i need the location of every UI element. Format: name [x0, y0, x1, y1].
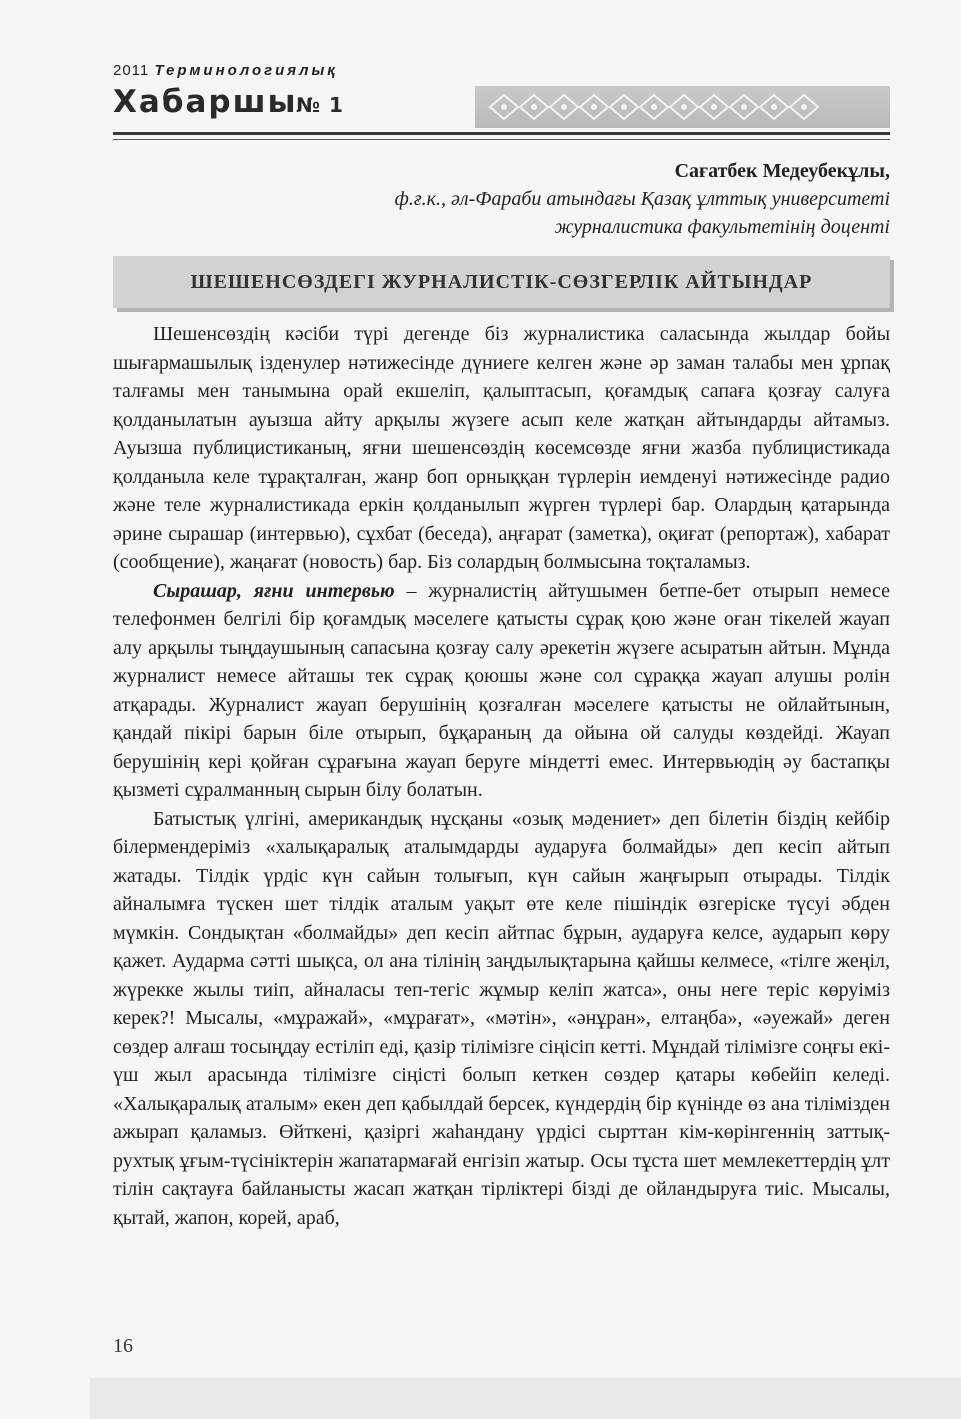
page-bottom-shadow	[90, 1378, 961, 1419]
author-name: Сағатбек Медеубекұлы,	[674, 160, 890, 182]
author-block	[395, 157, 890, 241]
journal-year-line	[113, 62, 338, 79]
paragraph-2	[113, 577, 890, 805]
journal-issue: № 1	[296, 93, 344, 117]
journal-year: 2011	[113, 62, 150, 79]
article-title-band	[113, 256, 890, 308]
article-title: ШЕШЕНСӨЗДЕГІ ЖУРНАЛИСТІК-СӨЗГЕРЛІК АЙТЫНДАР	[190, 271, 813, 293]
article-body	[113, 320, 890, 1232]
paragraph-2-lead: Сырашар, яғни интервью	[153, 579, 395, 602]
header-rule-thin	[113, 139, 890, 140]
header-rule-thick	[113, 132, 890, 135]
journal-title: Хабаршы	[113, 84, 298, 120]
paragraph-2-text: – журналистің айтушымен бетпе-бет отырып немесе телефонмен белгілі бір қоғамдық мәселеге қатысты сұрақ қою және оған тікелей жауап алу арқылы тыңдаушының сапасына қозғау салу әрекетін жүзеге асыратын айтын. Мұнда журналист немесе айташы тек сұрақ қоюшы және сол сұраққа жауап алушы ролін атқарады. Журналист жауап берушінің қозғалған мәселеге қатысты не ойлайтынын, қандай пікірі барын біле отырып, бұқараның да ойына ой салуды көздейді. Жауап берушінің кері қойған сұрағына жауап беруге міндетті емес. Интервьюдің әу бастапқы қызметі сұралманның сырын білу болатын.	[113, 579, 890, 801]
paragraph-1: Шешенсөздің кәсіби түрі дегенде біз журналистика саласында жылдар бойы шығармашылық ізденулер нәтижесінде дүниеге келген және әр заман талабы мен ұрпақ талғамы мен танымына орай екшеліп, қалыптасып, қоғамдық сапаға қозғау салуға қолданылатын ауызша айту арқылы жүзеге асып келе жатқан айтындарды айтамыз. Ауызша публицистиканың, яғни шешенсөздің көсемсөзде яғни жазба публицистикада қолданыла келе тұрақталған, жанр боп орныққан түрлерін иемденуі нәтижесінде радио және теле журналистикада еркін қолданылып жүрген түрлері бар. Олардың қатарында әрине сырашар (интервью), сұхбат (беседа), аңғарат (заметка), оқиғат (репортаж), хабарат (сообщение), жаңағат (новость) бар. Біз солардың болмысына тоқталамыз.	[113, 323, 890, 573]
author-affiliation-2: журналистика факультетінің доценті	[554, 216, 890, 238]
header-ornament	[480, 88, 840, 126]
page-number: 16	[113, 1335, 133, 1357]
journal-series: Терминологиялық	[154, 62, 338, 79]
author-affiliation-1: ф.ғ.к., әл-Фараби атындағы Қазақ ұлттық университеті	[394, 188, 890, 210]
paragraph-3: Батыстық үлгіні, американдық нұсқаны «озық мәдениет» деп білетін біздің кейбір білермендеріміз «халықаралық аталымдарды аударуға болмайды» деп кесіп айтып жатады. Тілдік үрдіс күн сайын толығып, күн сайын жаңғырып отырады. Тілдік айналымға түскен шет тілдік аталым уақыт өте келе пішіндік өзгеріске түсуі әбден мүмкін. Сондықтан «болмайды» деп кесіп айтпас бұрын, аударуға келсе, аударып көру қажет. Аударма сәтті шықса, ол ана тілінің заңдылықтарына қайшы келмесе, «тілге жеңіл, жүрекке жылы тиіп, айналасы теп-тегіс жұмыр келіп жатса», оны неге теріс көруіміз керек?! Мысалы, «мұражай», «мұрағат», «мәтін», «әнұран», елтаңба», «әуежай» деген сөздер алғаш тосыңдау естіліп еді, қазір тілімізге сіңісіп кетті. Мұндай тілімізге соңғы екі-үш жыл арасында тілімізге сіңісті болып кеткен сөздер қатары көбейіп келеді. «Халықаралық аталым» екен деп қабылдай берсек, күндердің бір күнінде өз ана тілімізден ажырап қаламыз. Өйткені, қазіргі жаһандану үрдісі сырттан кім-көрінгеннің заттық-рухтық ұғым-түсініктерін жапатармағай енгізіп жатыр. Осы тұста шет мемлекеттердің ұлт тілін сақтауға байланысты жасап жатқан тірліктері бізді де ойландыруға тиіс. Мысалы, қытай, жапон, корей, араб,	[113, 807, 890, 1229]
